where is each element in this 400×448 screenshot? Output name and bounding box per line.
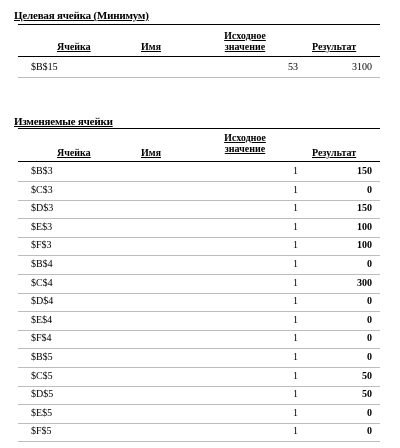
changed-header-name: Имя xyxy=(141,148,161,159)
changed-row-cell: $C$5 xyxy=(31,370,53,382)
changed-section-title: Изменяемые ячейки xyxy=(14,116,113,128)
changed-row-initial: 1 xyxy=(293,259,298,270)
target-header-initial-line1: Исходное xyxy=(224,31,266,42)
changed-row-initial: 1 xyxy=(293,426,298,438)
target-header-cell: Ячейка xyxy=(57,42,91,53)
changed-header-top-rule xyxy=(18,128,380,129)
changed-row-rule xyxy=(18,404,380,405)
changed-row-cell: $F$4 xyxy=(31,333,52,345)
changed-row-rule xyxy=(18,200,380,201)
changed-row-result: 0 xyxy=(367,333,372,345)
changed-row-cell: $B$3 xyxy=(31,166,53,177)
changed-row-result: 150 xyxy=(357,166,372,177)
target-header-result: Результат xyxy=(312,42,357,53)
target-section-title: Целевая ячейка (Минимум) xyxy=(14,10,149,22)
changed-header-cell: Ячейка xyxy=(57,148,91,159)
changed-row-cell: $E$3 xyxy=(31,221,53,233)
changed-row-result: 50 xyxy=(362,370,372,382)
target-header-initial-line2: значение xyxy=(224,42,266,53)
target-header-bottom-rule xyxy=(18,56,380,57)
changed-row-rule xyxy=(18,218,380,219)
changed-row-rule xyxy=(18,293,380,294)
changed-row-rule xyxy=(18,367,380,368)
changed-row-result: 150 xyxy=(357,203,372,215)
target-header-top-rule xyxy=(18,24,380,25)
changed-row-rule xyxy=(18,311,380,312)
changed-header-result: Результат xyxy=(312,148,357,159)
changed-row-initial: 1 xyxy=(293,221,298,233)
changed-row-cell: $F$3 xyxy=(31,240,52,252)
changed-header-bottom-rule xyxy=(18,161,380,162)
changed-row-result: 300 xyxy=(357,277,372,289)
changed-row-result: 100 xyxy=(357,221,372,233)
changed-row-cell: $C$3 xyxy=(31,184,53,196)
changed-row-cell: $E$5 xyxy=(31,407,53,419)
changed-row-rule xyxy=(18,386,380,387)
changed-row-rule xyxy=(18,423,380,424)
changed-row-initial: 1 xyxy=(293,184,298,196)
changed-row-result: 0 xyxy=(367,259,372,270)
changed-row-initial: 1 xyxy=(293,203,298,215)
changed-row-initial: 1 xyxy=(293,166,298,177)
changed-row-result: 0 xyxy=(367,426,372,438)
changed-header-initial xyxy=(212,133,278,155)
changed-row-cell: $B$4 xyxy=(31,259,53,270)
changed-row-rule xyxy=(18,255,380,256)
target-row-bottom-rule xyxy=(18,77,380,78)
changed-row-initial: 1 xyxy=(293,277,298,289)
changed-row-cell: $E$4 xyxy=(31,314,53,326)
changed-row-initial: 1 xyxy=(293,389,298,401)
changed-row-cell: $D$4 xyxy=(31,296,54,308)
changed-row-cell: $F$5 xyxy=(31,426,52,438)
changed-row-initial: 1 xyxy=(293,314,298,326)
target-header-name: Имя xyxy=(141,42,161,53)
changed-row-rule xyxy=(18,274,380,275)
changed-row-initial: 1 xyxy=(293,370,298,382)
changed-row-initial: 1 xyxy=(293,240,298,252)
changed-row-cell: $C$4 xyxy=(31,277,53,289)
changed-row-initial: 1 xyxy=(293,352,298,363)
changed-row-result: 50 xyxy=(362,389,372,401)
changed-row-result: 0 xyxy=(367,314,372,326)
changed-row-initial: 1 xyxy=(293,296,298,308)
changed-row-result: 0 xyxy=(367,184,372,196)
changed-row-rule xyxy=(18,330,380,331)
changed-row-rule xyxy=(18,181,380,182)
changed-row-result: 0 xyxy=(367,296,372,308)
target-row-cell: $B$15 xyxy=(31,62,58,73)
changed-row-rule xyxy=(18,441,380,442)
changed-row-rule xyxy=(18,237,380,238)
target-header-initial xyxy=(212,31,278,53)
changed-row-rule xyxy=(18,348,380,349)
changed-row-cell: $B$5 xyxy=(31,352,53,363)
changed-row-cell: $D$5 xyxy=(31,389,54,401)
changed-row-result: 0 xyxy=(367,407,372,419)
target-row-result: 3100 xyxy=(352,62,372,73)
changed-header-initial-line1: Исходное xyxy=(224,133,266,144)
changed-row-initial: 1 xyxy=(293,333,298,345)
changed-header-initial-line2: значение xyxy=(224,144,266,155)
changed-row-cell: $D$3 xyxy=(31,203,54,215)
target-row-initial: 53 xyxy=(288,62,298,73)
changed-row-result: 0 xyxy=(367,352,372,363)
changed-row-result: 100 xyxy=(357,240,372,252)
changed-row-initial: 1 xyxy=(293,407,298,419)
